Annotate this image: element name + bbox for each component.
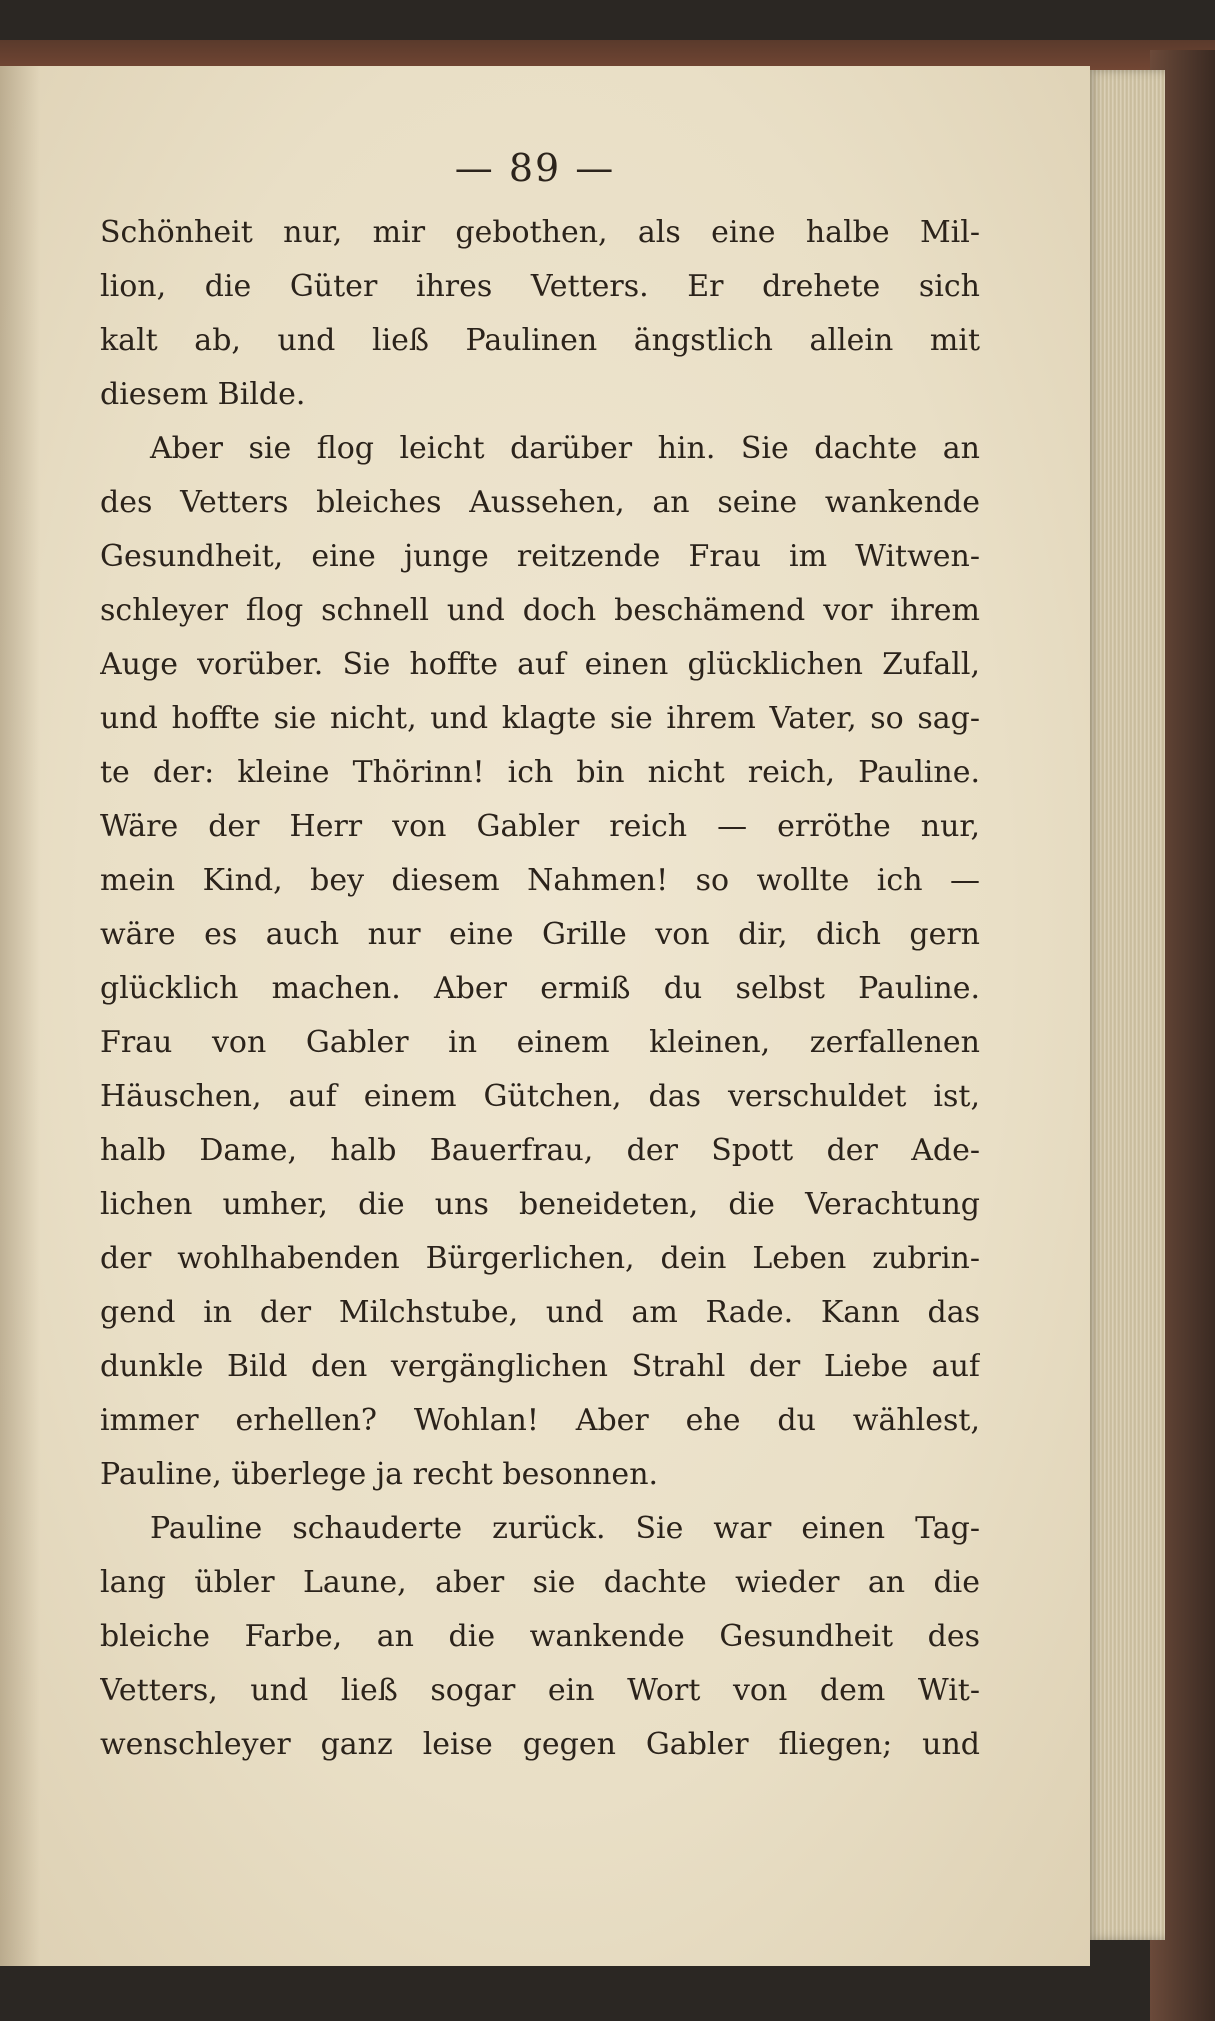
text-line: der wohlhabenden Bürgerlichen, dein Leben zubrin- (100, 1241, 980, 1276)
text-line: wäre es auch nur eine Grille von dir, dich gern (100, 917, 980, 952)
text-line: schleyer flog schnell und doch beschämend vor ihrem (100, 593, 980, 628)
text-line: halb Dame, halb Bauerfrau, der Spott der Ade- (100, 1133, 980, 1168)
text-line: wenschleyer ganz leise gegen Gabler fliegen; und (100, 1727, 980, 1762)
text-line: bleiche Farbe, an die wankende Gesundheit des (100, 1619, 980, 1654)
text-line: Häuschen, auf einem Gütchen, das verschuldet ist, (100, 1079, 980, 1114)
page-gutter (0, 66, 40, 1966)
text-line: mein Kind, bey diesem Nahmen! so wollte ich — (100, 863, 980, 898)
text-line: Frau von Gabler in einem kleinen, zerfallenen (100, 1025, 980, 1060)
text-line: kalt ab, und ließ Paulinen ängstlich allein mit (100, 323, 980, 358)
text-line: Pauline, überlege ja recht besonnen. (100, 1457, 659, 1492)
page-number-header: — 89 — (454, 146, 616, 190)
text-line: te der: kleine Thörinn! ich bin nicht reich, Pauline. (100, 755, 980, 790)
book-page (0, 66, 1090, 1966)
text-line: Aber sie flog leicht darüber hin. Sie dachte an (150, 431, 980, 466)
text-line: dunkle Bild den vergänglichen Strahl der Liebe auf (100, 1349, 980, 1384)
text-line: Auge vorüber. Sie hoffte auf einen glücklichen Zufall, (100, 647, 980, 682)
text-line: lion, die Güter ihres Vetters. Er drehete sich (100, 269, 980, 304)
text-line: glücklich machen. Aber ermiß du selbst Pauline. (100, 971, 980, 1006)
text-line: und hoffte sie nicht, und klagte sie ihrem Vater, so sag- (100, 701, 980, 736)
page-body-text (100, 206, 980, 1772)
text-line: Pauline schauderte zurück. Sie war einen Tag- (150, 1511, 980, 1546)
text-line: gend in der Milchstube, und am Rade. Kann das (100, 1295, 980, 1330)
text-line: immer erhellen? Wohlan! Aber ehe du wählest, (100, 1403, 980, 1438)
text-line: lang übler Laune, aber sie dachte wieder an die (100, 1565, 980, 1600)
page-edges (1085, 70, 1165, 1940)
text-line: des Vetters bleiches Aussehen, an seine wankende (100, 485, 980, 520)
text-line: Wäre der Herr von Gabler reich — erröthe nur, (100, 809, 980, 844)
text-line: Gesundheit, eine junge reitzende Frau im Witwen- (100, 539, 980, 574)
text-line: diesem Bilde. (100, 377, 306, 412)
text-line: Vetters, und ließ sogar ein Wort von dem Wit- (100, 1673, 980, 1708)
text-line: Schönheit nur, mir gebothen, als eine halbe Mil- (100, 215, 980, 250)
text-line: lichen umher, die uns beneideten, die Verachtung (100, 1187, 980, 1222)
